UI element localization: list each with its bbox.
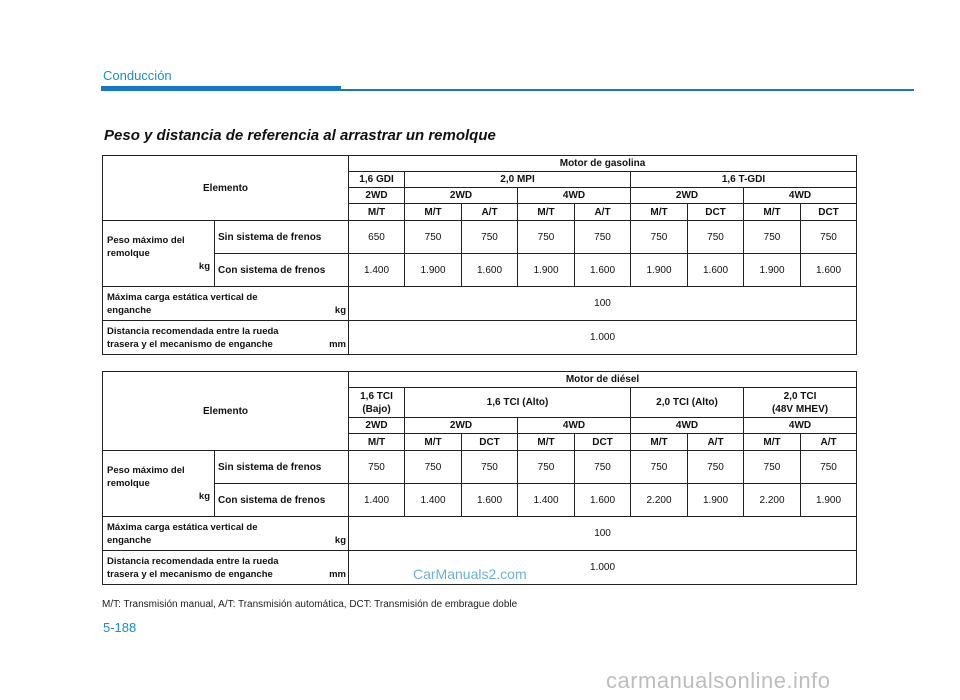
- header-rule-thin: [341, 89, 914, 91]
- trans-cell: M/T: [518, 434, 575, 451]
- value-cell: 750: [405, 221, 462, 254]
- value-cell: 1.400: [349, 254, 405, 287]
- distance-value: 1.000: [349, 551, 857, 585]
- page-number: 5-188: [103, 620, 137, 635]
- trans-cell: A/T: [688, 434, 744, 451]
- value-cell: 750: [688, 451, 744, 484]
- distance-label: Distancia recomendada entre la rueda trasera y el mecanismo de enganche mm: [103, 551, 349, 585]
- trans-cell: M/T: [349, 204, 405, 221]
- trans-cell: M/T: [631, 434, 688, 451]
- trans-cell: M/T: [518, 204, 575, 221]
- value-cell: 1.600: [462, 254, 518, 287]
- footer-watermark: carmanualsonline.info: [606, 668, 831, 693]
- trans-cell: DCT: [462, 434, 518, 451]
- value-cell: 750: [349, 451, 405, 484]
- vertical-load-value: 100: [349, 517, 857, 551]
- max-weight-label: Peso máximo del remolque kg: [103, 221, 215, 287]
- value-cell: 1.600: [462, 484, 518, 517]
- vertical-load-value: 100: [349, 287, 857, 321]
- motor-header: Motor de diésel: [349, 372, 857, 388]
- value-cell: 750: [518, 221, 575, 254]
- value-cell: 1.900: [631, 254, 688, 287]
- vertical-load-label: Máxima carga estática vertical de enganche kg: [103, 517, 349, 551]
- trans-cell: M/T: [744, 434, 801, 451]
- drive-cell: 2WD: [349, 188, 405, 204]
- diesel-towing-table: [102, 371, 857, 585]
- engine-cell: 1,6 GDI: [349, 172, 405, 188]
- no-brakes-label: Sin sistema de frenos: [215, 221, 349, 254]
- value-cell: 1.400: [349, 484, 405, 517]
- engine-cell: 1,6 TCI (Bajo): [349, 388, 405, 418]
- value-cell: 750: [518, 451, 575, 484]
- engine-cell: 2,0 MPI: [405, 172, 631, 188]
- vertical-load-label: Máxima carga estática vertical de enganche kg: [103, 287, 349, 321]
- drive-cell: 4WD: [744, 418, 857, 434]
- value-cell: 750: [462, 451, 518, 484]
- value-cell: 1.600: [801, 254, 857, 287]
- value-cell: 2.200: [744, 484, 801, 517]
- section-header: Conducción: [103, 68, 172, 83]
- value-cell: 1.900: [518, 254, 575, 287]
- value-cell: 750: [631, 221, 688, 254]
- value-cell: 1.400: [518, 484, 575, 517]
- value-cell: 1.900: [744, 254, 801, 287]
- value-cell: 1.600: [575, 254, 631, 287]
- drive-cell: 2WD: [405, 188, 518, 204]
- watermark: CarManuals2.com: [413, 566, 527, 582]
- value-cell: 750: [575, 221, 631, 254]
- value-cell: 750: [405, 451, 462, 484]
- value-cell: 1.900: [405, 254, 462, 287]
- value-cell: 1.900: [688, 484, 744, 517]
- brakes-label: Con sistema de frenos: [215, 484, 349, 517]
- engine-cell: 1,6 T-GDI: [631, 172, 857, 188]
- engine-cell: 2,0 TCI (Alto): [631, 388, 744, 418]
- trans-cell: DCT: [575, 434, 631, 451]
- value-cell: 1.600: [575, 484, 631, 517]
- element-header: Elemento: [103, 372, 349, 451]
- footnote: M/T: Transmisión manual, A/T: Transmisión automática, DCT: Transmisión de embrague doble: [102, 599, 518, 610]
- value-cell: 750: [688, 221, 744, 254]
- value-cell: 1.400: [405, 484, 462, 517]
- distance-value: 1.000: [349, 321, 857, 355]
- value-cell: 650: [349, 221, 405, 254]
- gasoline-towing-table: [102, 155, 857, 355]
- value-cell: 2.200: [631, 484, 688, 517]
- engine-cell: 1,6 TCI (Alto): [405, 388, 631, 418]
- value-cell: 1.900: [801, 484, 857, 517]
- drive-cell: 4WD: [631, 418, 744, 434]
- drive-cell: 4WD: [518, 418, 631, 434]
- value-cell: 750: [744, 451, 801, 484]
- value-cell: 1.600: [688, 254, 744, 287]
- no-brakes-label: Sin sistema de frenos: [215, 451, 349, 484]
- drive-cell: 4WD: [518, 188, 631, 204]
- engine-cell: 2,0 TCI (48V MHEV): [744, 388, 857, 418]
- value-cell: 750: [801, 451, 857, 484]
- brakes-label: Con sistema de frenos: [215, 254, 349, 287]
- motor-header: Motor de gasolina: [349, 156, 857, 172]
- trans-cell: A/T: [575, 204, 631, 221]
- header-rule-thick: [101, 86, 341, 91]
- trans-cell: A/T: [462, 204, 518, 221]
- element-header: Elemento: [103, 156, 349, 221]
- trans-cell: M/T: [405, 434, 462, 451]
- page-title: Peso y distancia de referencia al arrastrar un remolque: [104, 127, 496, 144]
- trans-cell: M/T: [349, 434, 405, 451]
- trans-cell: DCT: [688, 204, 744, 221]
- trans-cell: M/T: [405, 204, 462, 221]
- value-cell: 750: [575, 451, 631, 484]
- drive-cell: 2WD: [631, 188, 744, 204]
- value-cell: 750: [801, 221, 857, 254]
- drive-cell: 2WD: [349, 418, 405, 434]
- drive-cell: 4WD: [744, 188, 857, 204]
- trans-cell: A/T: [801, 434, 857, 451]
- trans-cell: M/T: [744, 204, 801, 221]
- value-cell: 750: [462, 221, 518, 254]
- value-cell: 750: [631, 451, 688, 484]
- trans-cell: M/T: [631, 204, 688, 221]
- distance-label: Distancia recomendada entre la rueda trasera y el mecanismo de enganche mm: [103, 321, 349, 355]
- value-cell: 750: [744, 221, 801, 254]
- drive-cell: 2WD: [405, 418, 518, 434]
- max-weight-label: Peso máximo del remolque kg: [103, 451, 215, 517]
- trans-cell: DCT: [801, 204, 857, 221]
